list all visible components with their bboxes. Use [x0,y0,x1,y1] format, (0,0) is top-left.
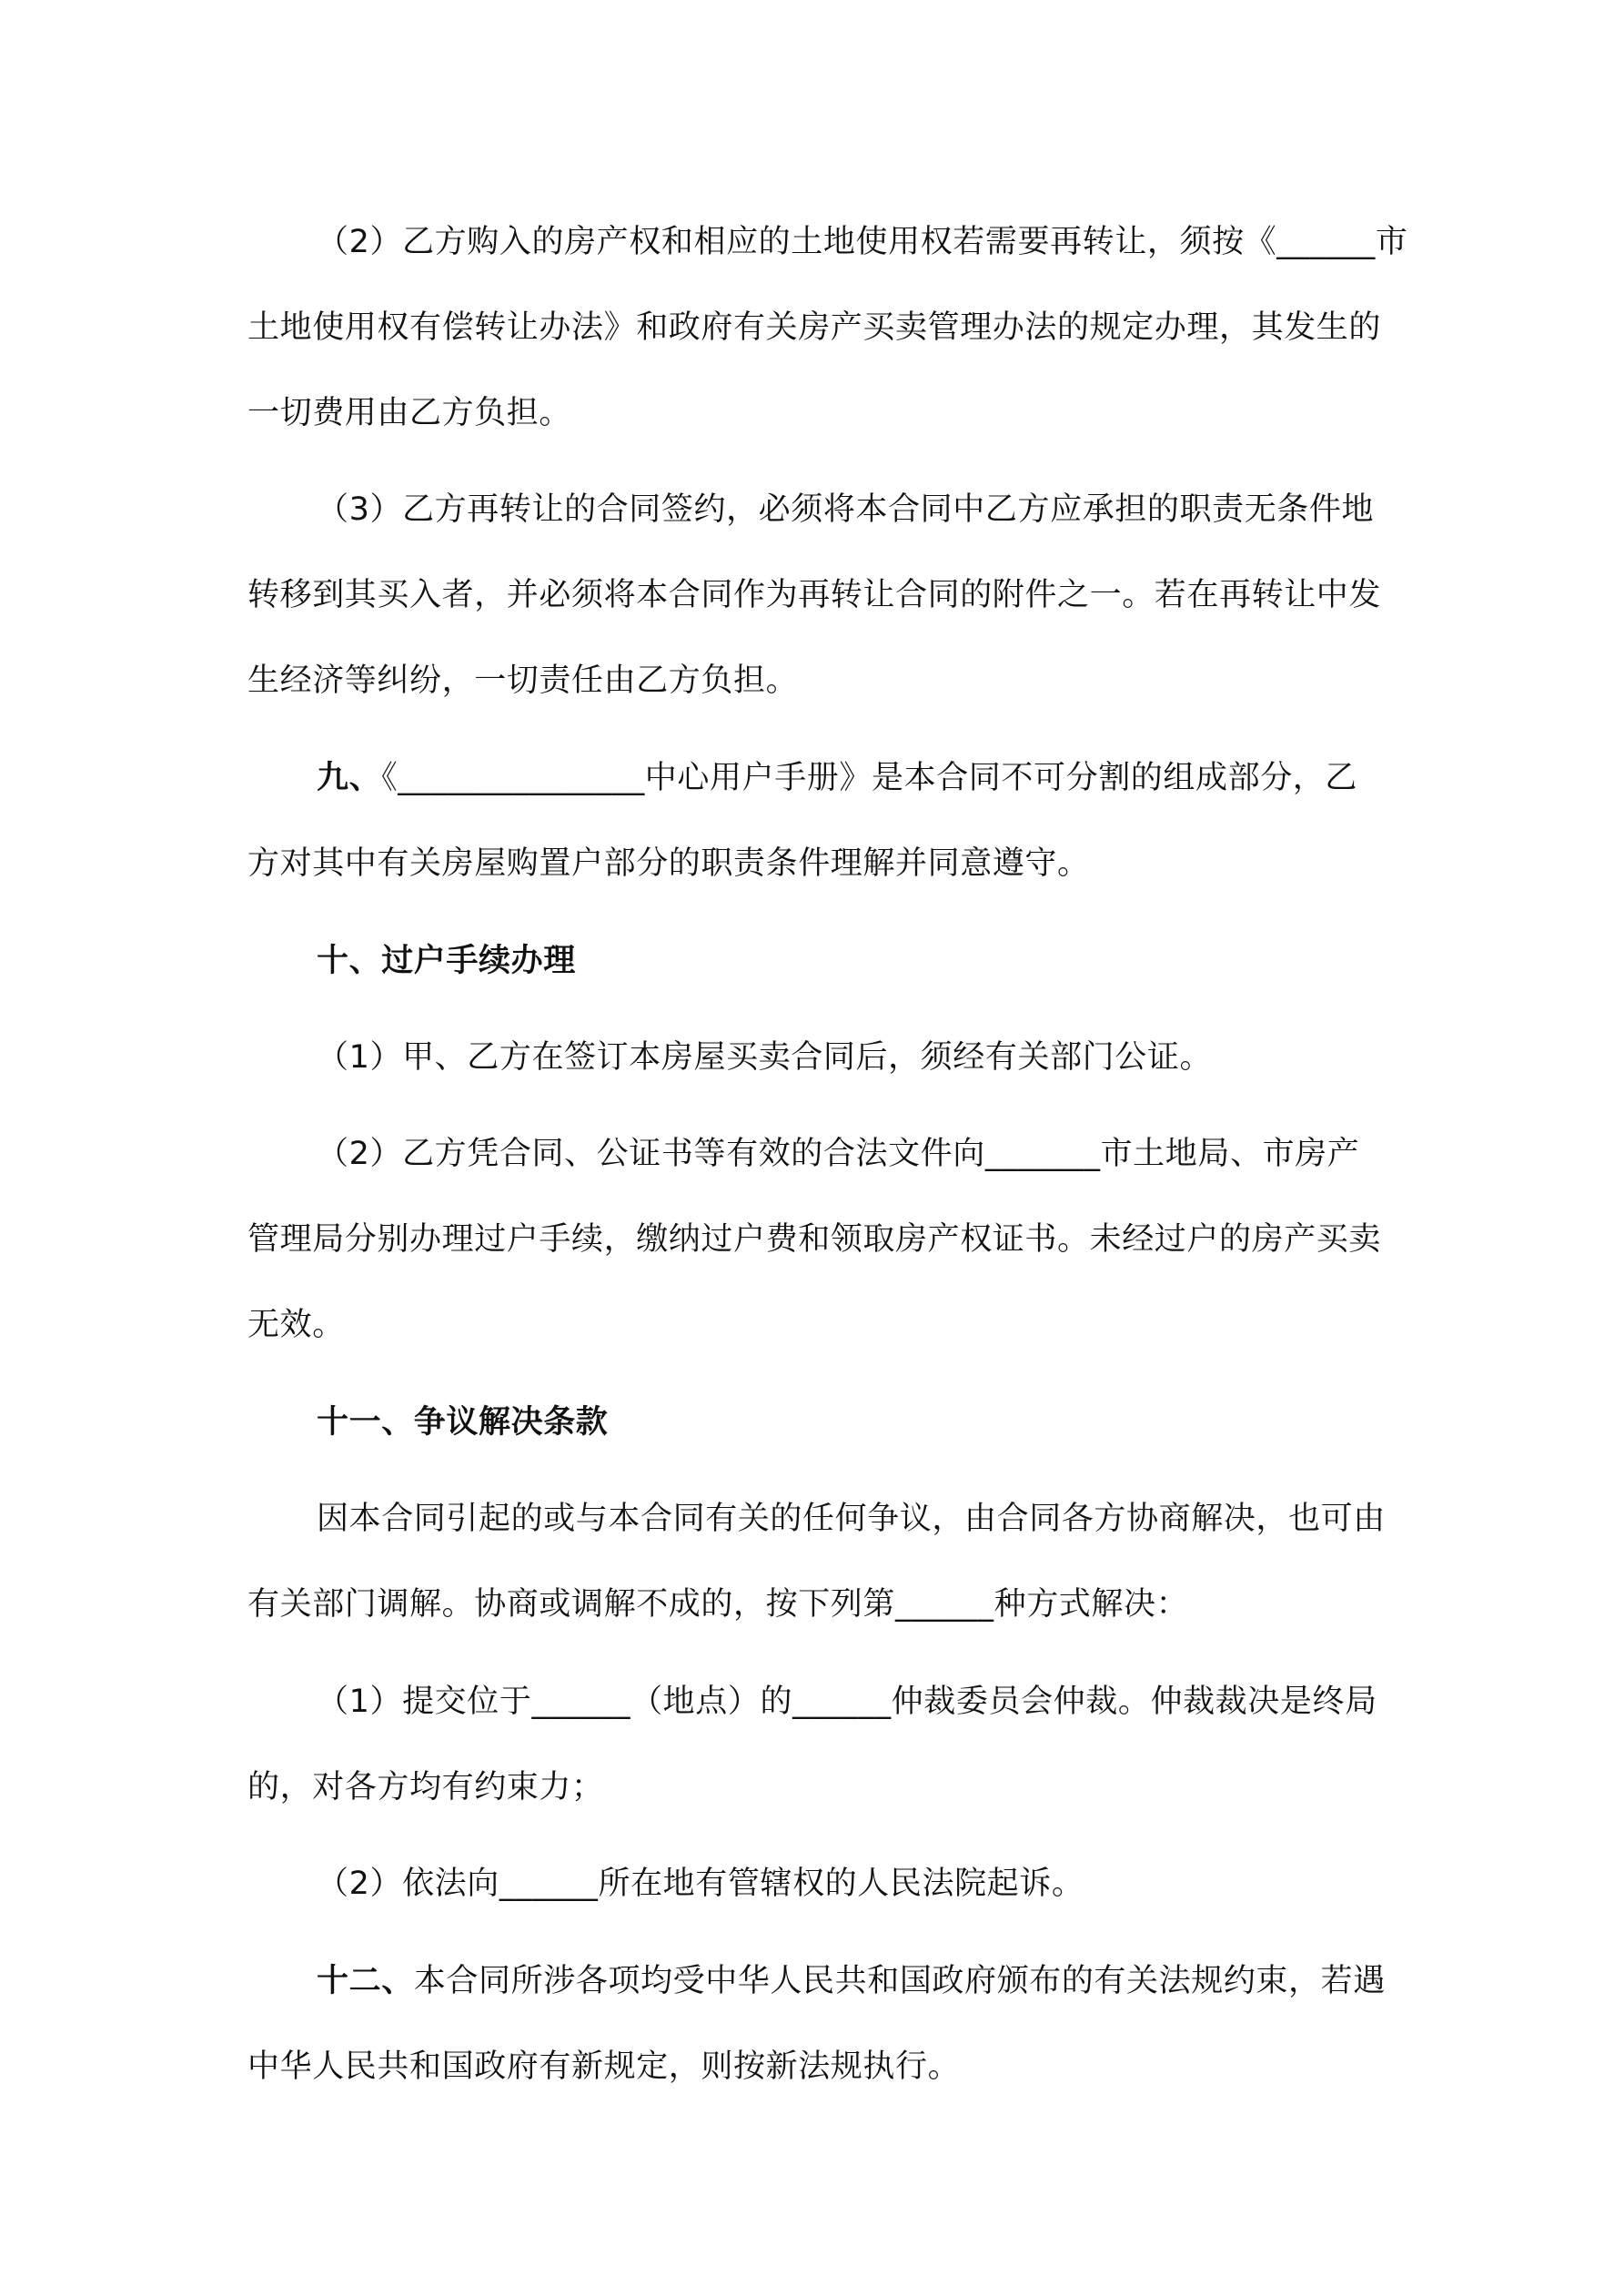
clause-8-2-line-1: （2）乙方购入的房产权和相应的土地使用权若需要再转让，须按《______市 [317,224,1408,260]
clause-8-2-line-2: 土地使用权有偿转让办法》和政府有关房产买卖管理办法的规定办理，其发生的 [247,309,1382,346]
clause-11-line-2: 有关部门调解。协商或调解不成的，按下列第______种方式解决： [247,1586,1189,1623]
clause-10-2-line-1: （2）乙方凭合同、公证书等有效的合法文件向_______市土地局、市房产 [317,1136,1360,1172]
clause-10-2-line-3: 无效。 [247,1307,345,1343]
clause-9-label: 九、 [317,760,382,796]
clause-8-3-line-1: （3）乙方再转让的合同签约，必须将本合同中乙方应承担的职责无条件地 [317,491,1375,528]
clause-12-line-2: 中华人民共和国政府有新规定，则按新法规执行。 [247,2048,961,2085]
clause-12-text: 本合同所涉各项均受中华人民共和国政府颁布的有关法规约束，若遇 [413,1963,1386,1999]
clause-11-2-line-1: （2）依法向______所在地有管辖权的人民法院起诉。 [317,1866,1084,1902]
clause-11-1-line-2: 的，对各方均有约束力； [247,1769,604,1805]
clause-9-line-2: 方对其中有关房屋购置户部分的职责条件理解并同意遵守。 [247,845,1090,882]
clause-8-3-line-3: 生经济等纠纷，一切责任由乙方负担。 [247,663,799,699]
clause-12-label: 十二、 [317,1963,414,1999]
clause-9-line-1 [317,756,1394,800]
clause-10-1-line-1: （1）甲、乙方在签订本房屋买卖合同后，须经有关部门公证。 [317,1039,1213,1076]
clause-11-line-1: 因本合同引起的或与本合同有关的任何争议，由合同各方协商解决，也可由 [317,1501,1386,1537]
clause-8-2-line-3: 一切费用由乙方负担。 [247,395,572,431]
clause-10-heading: 十、过户手续办理 [317,943,576,979]
clause-11-1-line-1: （1）提交位于______（地点）的______仲裁委员会仲裁。仲裁裁决是终局 [317,1684,1377,1720]
clause-9-text: 《_______________中心用户手册》是本合同不可分割的组成部分，乙 [381,760,1358,796]
clause-10-2-line-2: 管理局分别办理过户手续，缴纳过户费和领取房产权证书。未经过户的房产买卖 [247,1221,1382,1258]
clause-12-line-1 [317,1959,1394,2003]
clause-8-3-line-2: 转移到其买入者，并必须将本合同作为再转让合同的附件之一。若在再转让中发 [247,577,1382,613]
clause-11-heading: 十一、争议解决条款 [317,1404,609,1441]
